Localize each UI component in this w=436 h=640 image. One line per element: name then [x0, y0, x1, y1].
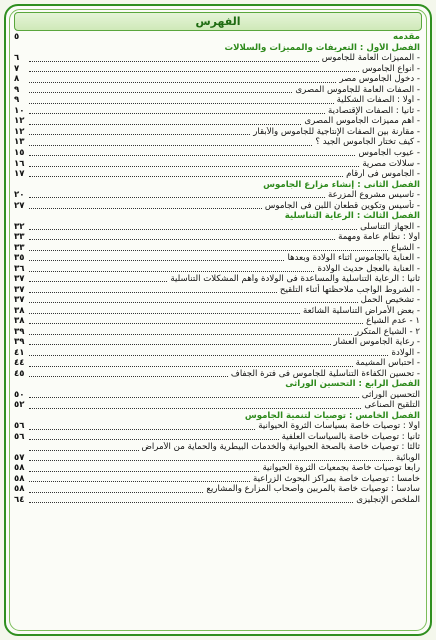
dot-leader: [29, 61, 319, 62]
toc-entry-title: الوبائية: [395, 452, 420, 463]
toc-entry-page: ٤٥: [14, 368, 25, 379]
dot-leader: [29, 502, 353, 503]
dot-leader: [29, 92, 292, 93]
dot-leader: [29, 302, 358, 303]
toc-entry-title: - الشروط الواجب ملاحظتها أثناء التلقيح: [279, 284, 420, 295]
dot-leader: [29, 366, 353, 367]
dot-leader: [29, 492, 203, 493]
toc-entry-title: - الجاموس فى أرقام: [346, 169, 420, 180]
toc-entry-page: ٣٧: [14, 274, 25, 285]
toc-entry: [14, 432, 420, 443]
toc-entry-page: ٨: [14, 74, 20, 85]
toc-entry-title: خامسا : توصيات خاصة بمراكز البحوث الزراعية: [253, 473, 420, 484]
toc-entry: [14, 253, 420, 264]
toc-entry: [14, 127, 420, 138]
toc-entry-title: سادسا : توصيات خاصة بالمربين وأصحاب المزارع والمشاريع: [206, 484, 420, 495]
toc-entry: [14, 106, 420, 117]
dot-leader: [29, 145, 312, 146]
toc-entry-page: ٢٧: [14, 200, 25, 211]
chapter-heading: [14, 32, 420, 43]
toc-entry: [14, 95, 420, 106]
toc-entry: [14, 463, 420, 474]
toc-entry: [14, 400, 420, 411]
toc-entry-title: الملخص الإنجليزى: [356, 495, 420, 505]
toc-entry-title: - العناية بالعجل حديث الولادة: [317, 263, 420, 274]
toc-entry-page: ٥: [14, 32, 20, 43]
toc-entry-title: - مقارنة بين الصفات الإنتاجية للجاموس والأبقار: [253, 126, 420, 137]
toc-entry-title: التلقيح الصناعى: [364, 400, 420, 411]
toc-entry: [14, 305, 420, 316]
toc-entry-page: ١٦: [14, 158, 25, 169]
dot-leader: [29, 471, 259, 472]
dot-leader: [29, 134, 250, 135]
dot-leader: [29, 103, 334, 104]
toc-entry-title: - الشياع: [391, 242, 420, 253]
chapter-heading: [14, 43, 420, 54]
toc-entry: [14, 326, 420, 337]
toc-entry-title: - أهم مميزات الجاموس المصرى: [304, 116, 420, 127]
toc-entry: [14, 295, 420, 306]
toc-entry-title: - بعض الأمراض التناسلية الشائعة: [303, 305, 420, 316]
dot-leader: [29, 397, 359, 398]
toc-entry: [14, 358, 420, 369]
toc-entry-page: ٥٦: [14, 421, 25, 432]
toc-entry: [14, 337, 420, 348]
dot-leader: [29, 271, 314, 272]
toc-entry-page: ٣٨: [14, 305, 25, 316]
dot-leader: [29, 113, 325, 114]
toc-entry-page: ٦٤: [14, 495, 25, 505]
toc-entry: [14, 484, 420, 495]
toc-entry: [14, 221, 420, 232]
toc-entry: [14, 274, 420, 285]
toc-entry-page: ١٢: [14, 116, 25, 127]
toc-entry: [14, 316, 420, 327]
toc-entry: [14, 453, 420, 464]
toc-entry: [14, 158, 420, 169]
toc-entry: [14, 474, 420, 485]
toc-entry: [14, 232, 420, 243]
dot-leader: [29, 239, 335, 240]
toc-entry-page: ٥٠: [14, 389, 25, 400]
dot-leader: [29, 250, 388, 251]
toc-entry-title: - كيف تختار الجاموس الجيد ؟: [315, 137, 420, 148]
toc-entry: [14, 169, 420, 180]
toc-entry: [14, 53, 420, 64]
chapter-heading: [14, 379, 420, 390]
toc-entry-title: ١ - عدم الشياع: [366, 316, 420, 327]
toc-entry-page: ٤١: [14, 347, 25, 358]
dot-leader: [29, 208, 262, 209]
toc-entry-title: - تأسيس مشروع المزرعة: [328, 190, 420, 201]
toc-entry: [14, 263, 420, 274]
toc-entry-title: - دخول الجاموس مصر: [339, 74, 420, 85]
toc-entry: [14, 148, 420, 159]
toc-entry-page: ٣٧: [14, 284, 25, 295]
toc-entry-page: ١٠: [14, 105, 25, 116]
toc-entry: [14, 85, 420, 96]
toc-entry-page: ٧: [14, 63, 20, 74]
chapter-heading: [14, 179, 420, 190]
dot-leader: [29, 229, 357, 230]
dot-leader: [29, 439, 279, 440]
toc-entry-title: ٢ - الشياع المتكرر: [354, 326, 420, 337]
toc-entry-title: - أنواع الجاموس: [361, 63, 420, 74]
toc-entry-title: الفصل الخامس : توصيات لتنمية الجاموس: [244, 410, 420, 421]
toc-entry-title: - الولادة: [391, 347, 420, 358]
toc-entry-page: ١٢: [14, 126, 25, 137]
dot-leader: [29, 344, 331, 345]
dot-leader: [29, 334, 352, 335]
toc-entry-title: - الصفات العامة للجاموس المصرى: [295, 84, 420, 95]
toc-entry-page: ٥٨: [14, 463, 25, 474]
toc-entry-title: الفصل الثانى : إنشاء مزارع الجاموس: [263, 179, 420, 190]
page-frame: [4, 4, 432, 636]
dot-leader: [29, 281, 167, 282]
table-of-contents: [14, 32, 420, 505]
toc-entry-title: رابعا توصيات خاصة بجمعيات الثروة الحيوانية: [262, 463, 420, 474]
toc-entry: [14, 390, 420, 401]
toc-entry-title: - أولا : الصفات الشكلية: [336, 95, 420, 106]
toc-entry-page: ٣٩: [14, 337, 25, 348]
toc-entry: [14, 116, 420, 127]
dot-leader: [29, 124, 301, 125]
toc-entry-page: ٣٥: [14, 253, 25, 264]
toc-entry-title: ثانياً : الرعاية التناسلية والمساعدة فى الولادة وأهم المشكلات التناسلية: [170, 274, 420, 285]
toc-entry-title: مقدمه: [392, 32, 420, 43]
dot-leader: [29, 323, 363, 324]
toc-entry-page: ٥٦: [14, 431, 25, 442]
toc-entry-page: ٥٧: [14, 452, 25, 463]
toc-entry: [14, 74, 420, 85]
toc-entry-page: ٩: [14, 84, 20, 95]
toc-entry-title: - المميزات العامة للجاموس: [321, 53, 420, 64]
toc-entry-page: ٣٩: [14, 326, 25, 337]
toc-entry-page: ٣٢: [14, 221, 25, 232]
toc-entry-title: - العناية بالجاموس أثناء الولادة وبعدها: [287, 253, 420, 264]
toc-entry: [14, 421, 420, 432]
dot-leader: [29, 260, 284, 261]
dot-leader: [29, 166, 359, 167]
dot-leader: [29, 429, 255, 430]
dot-leader: [29, 155, 355, 156]
toc-entry: [14, 347, 420, 358]
dot-leader: [29, 176, 343, 177]
chapter-heading: [14, 411, 420, 422]
toc-entry-title: - عيوب الجاموس: [358, 147, 420, 158]
dot-leader: [29, 313, 300, 314]
toc-entry-page: ٥٢: [14, 400, 25, 411]
toc-entry-title: - تأسيس وتكوين قطعان اللبن فى الجاموس: [264, 200, 420, 211]
toc-entry-page: ٦: [14, 53, 20, 64]
toc-entry-page: ٣٣: [14, 242, 25, 253]
toc-entry-page: ١٥: [14, 147, 25, 158]
toc-entry-page: ١٣: [14, 137, 25, 148]
toc-entry-page: ٩: [14, 95, 20, 106]
toc-entry: [14, 442, 420, 453]
toc-entry-title: - الجهاز التناسلى: [360, 221, 420, 232]
toc-entry: [14, 190, 420, 201]
dot-leader: [29, 460, 393, 461]
dot-leader: [29, 71, 359, 72]
toc-entry: [14, 64, 420, 75]
dot-leader: [29, 355, 388, 356]
dot-leader: [29, 376, 228, 377]
toc-entry-title: - سلالات مصرية: [362, 158, 420, 169]
toc-entry: [14, 284, 420, 295]
toc-entry-page: ٥٨: [14, 473, 25, 484]
dot-leader: [29, 450, 139, 451]
toc-entry: [14, 495, 420, 506]
toc-entry-page: ٣٧: [14, 295, 25, 306]
toc-entry-title: أولا : نظام عامة ومهمة: [338, 232, 420, 243]
toc-entry-page: ٣٨: [14, 316, 25, 327]
toc-entry-title: - ثانياً : الصفات الإقتصادية: [328, 105, 420, 116]
toc-entry: [14, 369, 420, 380]
toc-entry: [14, 242, 420, 253]
toc-entry-title: الفصل الأول : التعريفات والمميزات والسلالات: [224, 42, 420, 53]
dot-leader: [29, 197, 325, 198]
toc-entry-title: ثالثاً : توصيات خاصة بالصحة الحيوانية والخدمات البيطرية والحماية من الأمراض: [141, 442, 420, 453]
toc-entry-page: ٣٦: [14, 263, 25, 274]
toc-entry-title: التحسين الوراثى: [361, 389, 420, 400]
toc-entry-title: الفصل الرابع : التحسين الوراثى: [285, 379, 420, 390]
toc-entry-title: ثانياً : توصيات خاصة بالسياسات العلفية: [281, 431, 420, 442]
toc-entry-page: ٤٤: [14, 358, 25, 369]
toc-entry-page: ٥٨: [14, 484, 25, 495]
dot-leader: [29, 481, 250, 482]
toc-entry-title: - تشخيص الحمل: [360, 295, 420, 306]
dot-leader: [29, 292, 277, 293]
dot-leader: [29, 82, 336, 83]
dot-leader: [29, 408, 361, 409]
toc-entry-page: ١٧: [14, 169, 25, 180]
toc-entry-title: - رعاية الجاموس العشار: [333, 337, 420, 348]
toc-entry-title: أولا : توصيات خاصة بسياسات الثروة الحيوانية: [258, 421, 420, 432]
toc-entry: [14, 137, 420, 148]
toc-entry-page: ٣٣: [14, 232, 25, 243]
toc-entry: [14, 200, 420, 211]
page-title: الفهرس: [14, 12, 422, 31]
toc-entry-title: - تحسين الكفاءة التناسلية للجاموس فى فترة الجفاف: [230, 368, 420, 379]
chapter-heading: [14, 211, 420, 222]
toc-entry-page: ٢٠: [14, 190, 25, 201]
toc-entry-title: - احتباس المشيمة: [355, 358, 420, 369]
toc-entry-title: الفصل الثالث : الرعاية التناسلية: [284, 211, 420, 222]
